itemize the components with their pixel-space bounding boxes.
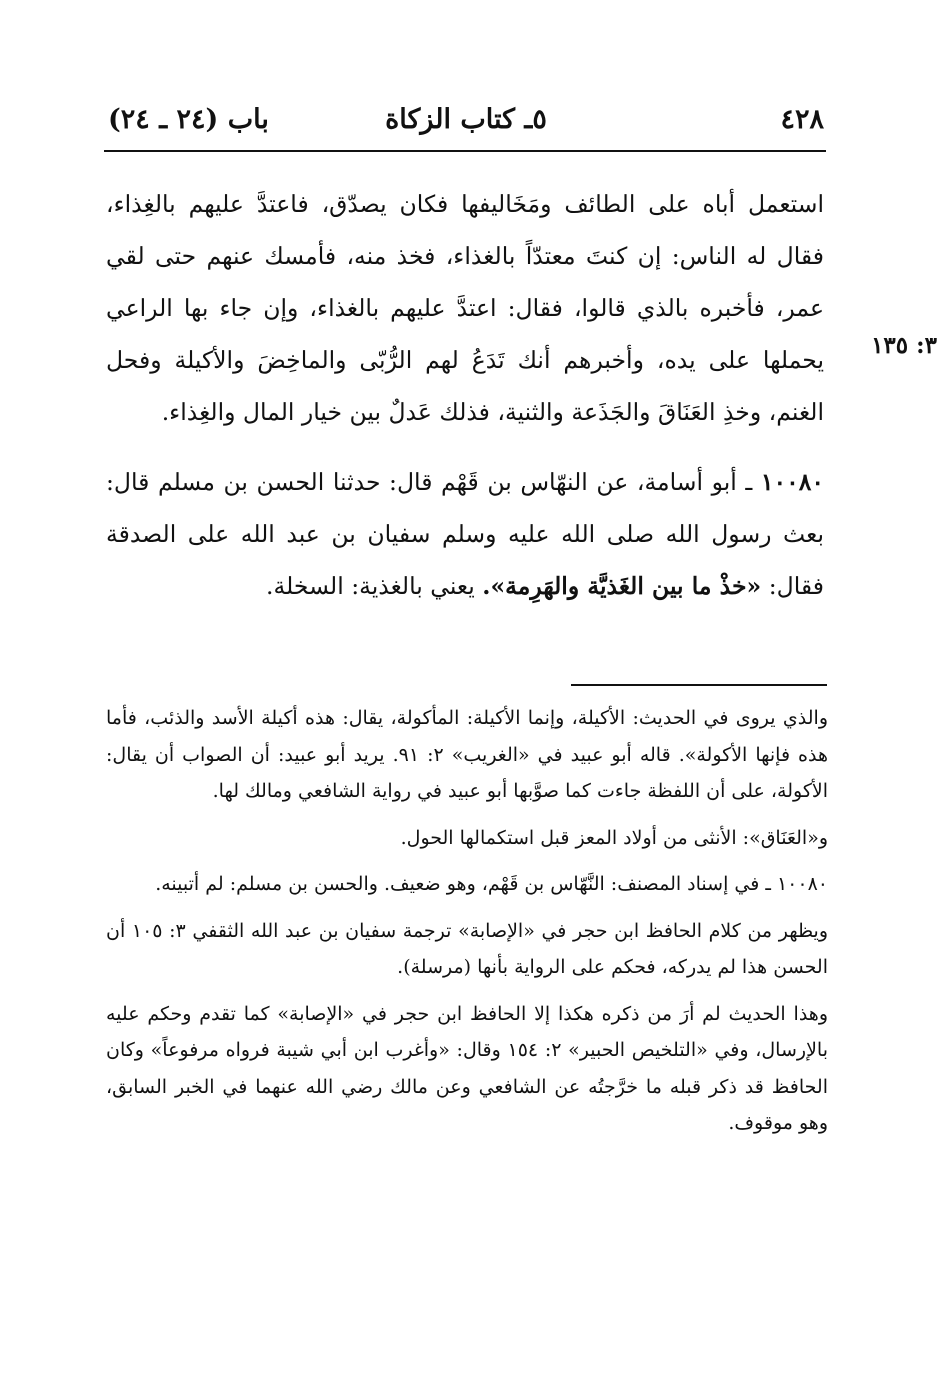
footnotes	[106, 700, 828, 1142]
hadith-number: ١٠٠٨٠	[760, 468, 824, 496]
main-text	[106, 178, 824, 612]
footnote-4: ويظهر من كلام الحافظ ابن حجر في «الإصابة» ترجمة سفيان بن عبد الله الثقفي ٣: ١٠٥ أن الحسن هذا لم يدركه، فحكم على الرواية بأنها (مرسلة).	[106, 919, 829, 978]
hadith-quote: «خذْ ما بين الغَذيَّة والهَرِمة».	[482, 572, 762, 600]
hadith-10080	[106, 456, 824, 612]
page-number: ٤٢٨	[780, 104, 824, 135]
margin-reference: ٣: ١٣٥	[871, 332, 937, 359]
header-rule	[104, 150, 826, 152]
paragraph-1: استعمل أباه على الطائف ومَخَاليفها فكان يصدّق، فاعتدَّ عليهم بالغِذاء، فقال له الناس: إن كنتَ معتدّاً بالغذاء، فخذ منه، فأمسك عنهم حتى لقي عمر، فأخبره بالذي قالوا، فقال: اعتدَّ عليهم بالغذاء، وإن جاء بها الراعي يحملها على يده، وأخبرهم أنك تَدَعُ لهم الرُّبّى والماخِضَ والأكيلة وفحل الغنم، وخذِ العَنَاقَ والجَذَعة والثنية، فذلك عَدلٌ بين خيار المال والغِذاء.	[106, 190, 824, 426]
footnote-rule	[571, 684, 827, 686]
chapter-title: ٥ـ كتاب الزكاة	[385, 104, 547, 135]
hadith-text: ـ أبو أسامة، عن النهّاس بن قَهْم قال: حدثنا الحسن بن مسلم قال: بعث رسول الله صلى الله عليه وسلم سفيان بن عبد الله على الصدقة فقال:	[106, 468, 824, 600]
footnote-2: و«العَنَاق»: الأنثى من أولاد المعز قبل استكمالها الحول.	[400, 826, 828, 849]
footnote-1: والذي يروى في الحديث: الأكيلة، وإنما الأكيلة: المأكولة، يقال: هذه أكيلة الأسد والذئب، فأما هذه فإنها الأكولة». قاله أبو عبيد في «الغريب» ٢: ٩١. يريد أبو عبيد: أن الصواب أن يقال: الأكولة، على أن اللفظة جاءت كما صوَّبها أبو عبيد في رواية الشافعي ومالك لها.	[106, 707, 828, 802]
hadith-tail: يعني بالغذية: السخلة.	[266, 572, 475, 600]
footnote-3: ١٠٠٨٠ ـ في إسناد المصنف: النَّهّاس بن قَهْم، وهو ضعيف. والحسن بن مسلم: لم أتبينه.	[155, 873, 828, 895]
page-header	[108, 104, 824, 148]
section-label: باب (٢٤ ـ ٢٤)	[108, 104, 269, 135]
footnote-5: وهذا الحديث لم أرَ من ذكره هكذا إلا الحافظ ابن حجر في «الإصابة» كما تقدم وحكم عليه بالإرسال، وفي «التلخيص الحبير» ٢: ١٥٤ وقال: «وأغرب ابن أبي شيبة فرواه مرفوعاً» وكان الحافظ قد ذكر قبله ما خرَّجتُه عن الشافعي وعن مالك رضي الله عنهما في الخبر السابق، وهو موقوف.	[106, 1002, 828, 1134]
